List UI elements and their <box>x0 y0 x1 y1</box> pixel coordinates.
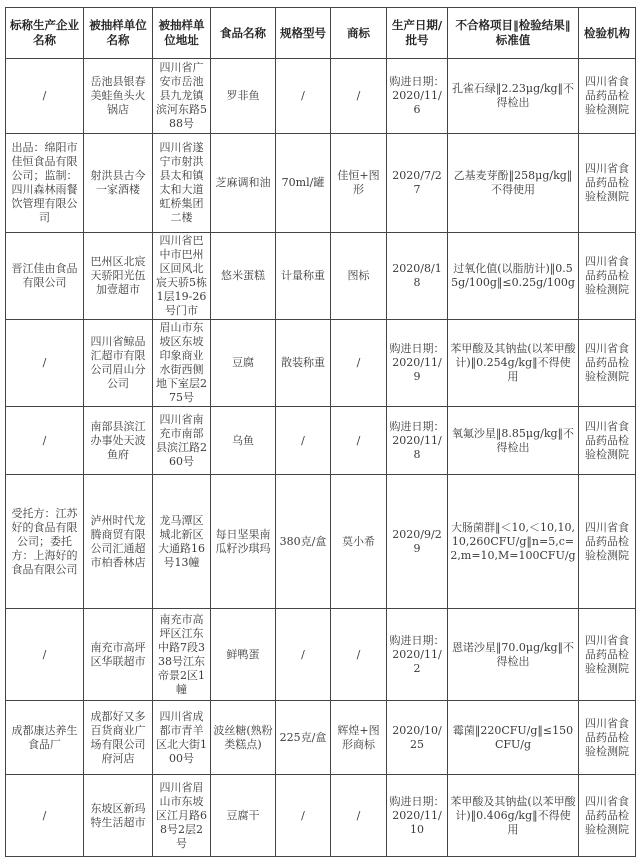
cell-agency: 四川省食品药品检验检测院 <box>579 59 636 134</box>
cell-agency: 四川省食品药品检验检测院 <box>579 475 636 609</box>
cell-manufacturer: 晋江佳由食品有限公司 <box>6 233 84 320</box>
table-row <box>6 59 636 134</box>
cell-spec: 380克/盒 <box>276 475 331 609</box>
nonconforming-food-table <box>5 7 636 857</box>
cell-sampled-unit: 四川省鲸品汇超市有限公司眉山分公司 <box>84 320 153 407</box>
header-manufacturer: 标称生产企业名称 <box>6 8 84 59</box>
cell-sampled-unit: 南部县滨江办事处天波鱼府 <box>84 407 153 475</box>
cell-manufacturer: 成都康达养生食品厂 <box>6 701 84 775</box>
cell-spec: 70ml/罐 <box>276 134 331 233</box>
cell-address: 四川省广安市岳池县九龙镇滨河东路588号 <box>153 59 211 134</box>
header-address: 被抽样单位地址 <box>153 8 211 59</box>
cell-manufacturer: 出品：绵阳市佳恒食品有限公司；监制：四川森林雨餐饮管理有限公司 <box>6 134 84 233</box>
cell-food-name: 鲜鸭蛋 <box>211 609 276 701</box>
header-agency: 检验机构 <box>579 8 636 59</box>
cell-manufacturer: / <box>6 775 84 857</box>
cell-brand: / <box>331 407 387 475</box>
cell-date: 购进日期：2020/11/2 <box>387 609 448 701</box>
cell-address: 四川省遂宁市射洪县太和镇太和大道虹桥集团二楼 <box>153 134 211 233</box>
header-sampled-unit: 被抽样单位名称 <box>84 8 153 59</box>
cell-sampled-unit: 射洪县古今一家酒楼 <box>84 134 153 233</box>
table-header-row <box>6 8 636 59</box>
cell-brand: / <box>331 320 387 407</box>
cell-sampled-unit: 南充市高坪区华联超市 <box>84 609 153 701</box>
cell-address: 龙马潭区城北新区大通路16号13幢 <box>153 475 211 609</box>
cell-spec: / <box>276 407 331 475</box>
table-row <box>6 320 636 407</box>
cell-food-name: 罗非鱼 <box>211 59 276 134</box>
cell-result: 乙基麦芽酚‖258μg/kg‖不得使用 <box>448 134 579 233</box>
cell-food-name: 乌鱼 <box>211 407 276 475</box>
cell-result: 苯甲酸及其钠盐(以苯甲酸计)‖0.254g/kg‖不得使用 <box>448 320 579 407</box>
cell-agency: 四川省食品药品检验检测院 <box>579 701 636 775</box>
cell-result: 霉菌‖220CFU/g‖≤150CFU/g <box>448 701 579 775</box>
cell-address: 四川省南充市南部县滨江路260号 <box>153 407 211 475</box>
cell-date: 购进日期：2020/11/8 <box>387 407 448 475</box>
table-row <box>6 775 636 857</box>
cell-brand: / <box>331 609 387 701</box>
cell-brand: / <box>331 775 387 857</box>
header-date: 生产日期/批号 <box>387 8 448 59</box>
cell-sampled-unit: 巴州区北宸天骄阳光伍加壹超市 <box>84 233 153 320</box>
cell-address: 四川省眉山市东坡区江月路68号2层2号 <box>153 775 211 857</box>
header-result: 不合格项目‖检验结果‖标准值 <box>448 8 579 59</box>
cell-date: 2020/7/27 <box>387 134 448 233</box>
cell-date: 购进日期：2020/11/10 <box>387 775 448 857</box>
cell-date: 2020/10/25 <box>387 701 448 775</box>
header-food-name: 食品名称 <box>211 8 276 59</box>
cell-food-name: 每日坚果南瓜籽沙琪玛 <box>211 475 276 609</box>
cell-result: 孔雀石绿‖2.23μg/kg‖不得检出 <box>448 59 579 134</box>
cell-food-name: 芝麻调和油 <box>211 134 276 233</box>
cell-brand: 图标 <box>331 233 387 320</box>
cell-result: 大肠菌群‖＜10,＜10,10,10,260CFU/g‖n=5,c=2,m=10,M=100CFU/g <box>448 475 579 609</box>
table-row <box>6 475 636 609</box>
cell-manufacturer: 受托方：江苏好的食品有限公司；委托方：上海好的食品有限公司 <box>6 475 84 609</box>
cell-food-name: 豆腐干 <box>211 775 276 857</box>
cell-food-name: 悠米蛋糕 <box>211 233 276 320</box>
cell-agency: 四川省食品药品检验检测院 <box>579 134 636 233</box>
cell-agency: 四川省食品药品检验检测院 <box>579 320 636 407</box>
cell-food-name: 波丝糖(熟粉类糕点) <box>211 701 276 775</box>
cell-agency: 四川省食品药品检验检测院 <box>579 775 636 857</box>
cell-result: 氧氟沙星‖8.85μg/kg‖不得检出 <box>448 407 579 475</box>
cell-spec: 225克/盒 <box>276 701 331 775</box>
cell-address: 南充市高坪区江东中路7段338号江东帝景2区1幢 <box>153 609 211 701</box>
cell-address: 眉山市东坡区东坡印象商业水街西侧地下室层275号 <box>153 320 211 407</box>
cell-date: 购进日期：2020/11/9 <box>387 320 448 407</box>
cell-date: 2020/8/18 <box>387 233 448 320</box>
cell-brand: 佳恒+图形 <box>331 134 387 233</box>
table-row <box>6 134 636 233</box>
table-row <box>6 407 636 475</box>
cell-food-name: 豆腐 <box>211 320 276 407</box>
cell-sampled-unit: 岳池县银春美蛙鱼头火锅店 <box>84 59 153 134</box>
cell-date: 购进日期：2020/11/6 <box>387 59 448 134</box>
cell-brand: 辉煌+图形商标 <box>331 701 387 775</box>
cell-agency: 四川省食品药品检验检测院 <box>579 407 636 475</box>
cell-sampled-unit: 成都好又多百货商业广场有限公司府河店 <box>84 701 153 775</box>
cell-manufacturer: / <box>6 320 84 407</box>
cell-result: 过氧化值(以脂肪计)‖0.55g/100g‖≤0.25g/100g <box>448 233 579 320</box>
cell-brand: / <box>331 59 387 134</box>
cell-manufacturer: / <box>6 59 84 134</box>
header-spec: 规格型号 <box>276 8 331 59</box>
cell-manufacturer: / <box>6 609 84 701</box>
cell-brand: 莫小希 <box>331 475 387 609</box>
cell-spec: 散装称重 <box>276 320 331 407</box>
header-brand: 商标 <box>331 8 387 59</box>
cell-spec: 计量称重 <box>276 233 331 320</box>
cell-spec: / <box>276 609 331 701</box>
cell-agency: 四川省食品药品检验检测院 <box>579 609 636 701</box>
table-row <box>6 701 636 775</box>
cell-spec: / <box>276 775 331 857</box>
cell-date: 2020/9/29 <box>387 475 448 609</box>
cell-sampled-unit: 泸州时代龙腾商贸有限公司汇通超市柏香林店 <box>84 475 153 609</box>
cell-address: 四川省成都市青羊区北大街100号 <box>153 701 211 775</box>
cell-result: 苯甲酸及其钠盐(以苯甲酸计)‖0.406g/kg‖不得使用 <box>448 775 579 857</box>
cell-spec: / <box>276 59 331 134</box>
cell-address: 四川省巴中市巴州区回风北宸天骄5栋1层19-26号门市 <box>153 233 211 320</box>
table-row <box>6 609 636 701</box>
cell-agency: 四川省食品药品检验检测院 <box>579 233 636 320</box>
cell-sampled-unit: 东坡区新玛特生活超市 <box>84 775 153 857</box>
cell-result: 恩诺沙星‖70.0μg/kg‖不得检出 <box>448 609 579 701</box>
table-row <box>6 233 636 320</box>
cell-manufacturer: / <box>6 407 84 475</box>
